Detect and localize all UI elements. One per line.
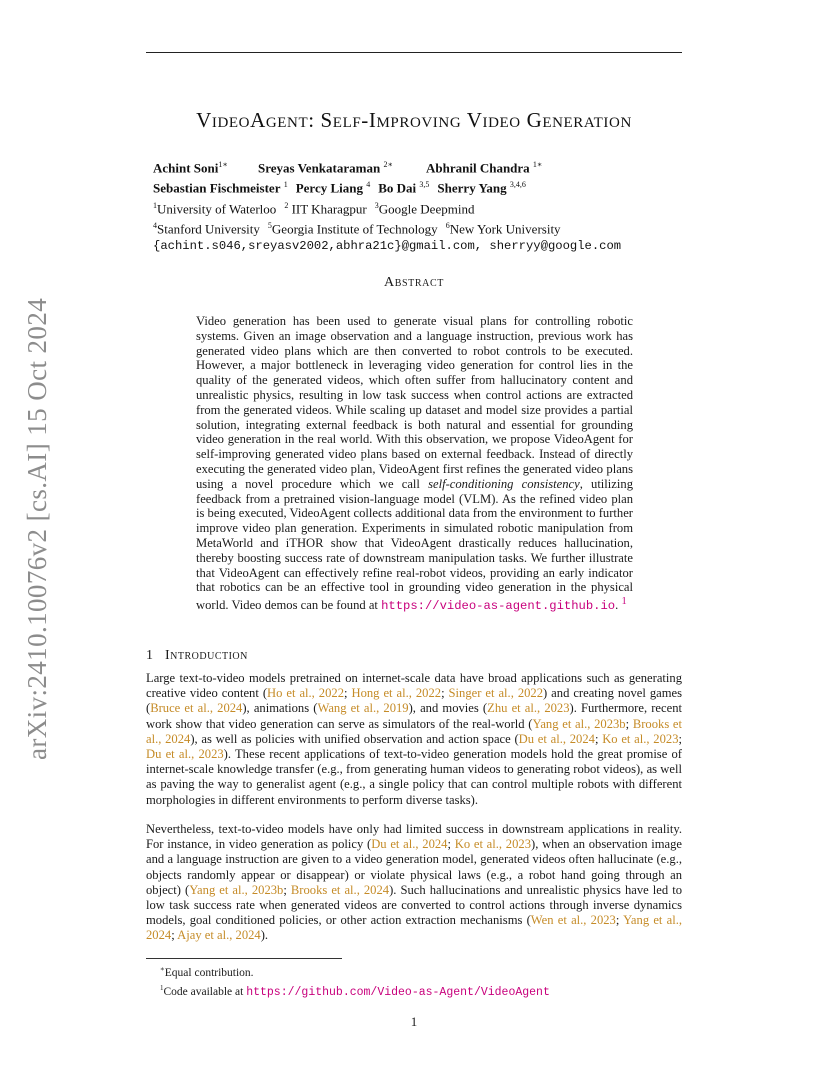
affiliation-sup: 4: [153, 220, 157, 230]
author-block: [153, 156, 621, 255]
code-link[interactable]: https://github.com/Video-as-Agent/VideoAgent: [246, 985, 550, 999]
author-sup: 3,4,6: [509, 180, 526, 190]
author-name: Achint Soni: [153, 160, 219, 176]
citation-link[interactable]: Brooks et al., 2024: [290, 882, 390, 897]
page-number: 1: [410, 1014, 418, 1029]
abstract-text: Video generation has been used to generate visual plans for controlling robotic systems. Given an image observation and a language instruction, previous work has generated video plans which are then converted to robot controls to be executed. However, a major bottleneck in leveraging video generation for control lies in the quality of the generated videos, which often suffer from hallucinatory content and unrealistic physics, resulting in low task success when control actions are extracted from the generated videos. While scaling up dataset and model size provides a partial solution, integrating external feedback is both natural and essential for grounding video generation in the real world. With this observation, we propose VideoAgent for self-improving generated video plans based on external feedback. Instead of directly executing the generated video plan, VideoAgent first refines the generated video plans using a novel procedure which we call: [196, 314, 633, 491]
author-name: Sherry Yang: [437, 180, 507, 196]
author-sup: 3,5: [419, 180, 430, 190]
arxiv-stamp-text: arXiv:2410.10076v2 [cs.AI] 15 Oct 2024: [22, 297, 52, 760]
footnote-code: $^1$Code available at https://github.com/Video-as-Agent/VideoAgent: [160, 983, 550, 999]
paper-title: VideoAgent: Self-Improving Video Generation: [196, 108, 632, 132]
affiliation-sup: 1: [153, 200, 157, 210]
citation-link[interactable]: Wen et al., 2023: [530, 913, 616, 928]
footnotes: [160, 962, 550, 1000]
author-sup: 2∗: [383, 160, 393, 169]
author-name: Bo Dai: [378, 180, 417, 196]
footnote-ref[interactable]: 1: [621, 596, 627, 608]
citation-link[interactable]: Zhu et al., 2023: [487, 701, 570, 716]
citation-link[interactable]: Wang et al., 2019: [317, 701, 409, 716]
affiliation-row-1: [153, 197, 621, 217]
citation-link[interactable]: Hong et al., 2022: [351, 686, 442, 701]
abstract-heading: Abstract: [384, 275, 444, 290]
author-sup: 4: [366, 180, 371, 190]
affiliation-sup: 6: [445, 220, 450, 230]
affiliation: New York University: [449, 221, 561, 237]
citation-link[interactable]: Singer et al., 2022: [448, 686, 544, 701]
section-title: Introduction: [165, 648, 248, 663]
section-number: 1: [146, 648, 153, 663]
citation-link[interactable]: Yang et al., 2023b: [532, 716, 626, 731]
abstract-body: [196, 314, 633, 614]
author-emails: {achint.s046,sreyasv2002,abhra21c}@gmail.com, sherryy@google.com: [153, 239, 622, 254]
affiliation: Georgia Institute of Technology: [271, 221, 438, 237]
affiliation-sup: 5: [267, 220, 272, 230]
author-name: Sebastian Fischmeister: [153, 180, 281, 196]
author-sup: 1∗: [218, 160, 228, 169]
affiliation-row-2: [153, 217, 621, 237]
abstract-text: , utilizing feedback from a pretrained vision-language model (VLM). As the refined video plan is being executed, VideoAgent collects additional data from the environment to further improve video plan generation. Experiments in simulated robotic manipulation from MetaWorld and iTHOR show that VideoAgent drastically reduces hallucination, thereby boosting success rate of downstream manipulation tasks. We further illustrate that VideoAgent can effectively refine real-robot videos, providing an early indicator that robotics can be an effective tool in grounding video generation in the physical world. Video demos can be found at: [196, 476, 633, 613]
arxiv-stamp: [20, 295, 54, 760]
affiliation: Stanford University: [157, 221, 260, 237]
author-name: Sreyas Venkataraman: [258, 160, 381, 176]
affiliation: Google Deepmind: [378, 200, 475, 216]
author-sup: 1: [283, 180, 288, 190]
intro-paragraph-1: Large text-to-video models pretrained on internet-scale data have broad applications such as generating creative video content (Ho et al., 2022; Hong et al., 2022; Singer et al., 2022) and creating novel games (Bruce et al., 2024), animations (Wang et al., 2019), and movies (Zhu et al., 2023). Furthermore, recent work show that video generation can serve as simulators of the real-world (Yang et al., 2023b; Brooks et al., 2024), as well as policies with unified observation and action space (Du et al., 2024; Ko et al., 2023; Du et al., 2023). These recent applications of text-to-video generation models hold the great promise of internet-scale knowledge transfer (e.g., from generating human videos to generating robot videos), as well as paving the way to generalist agent (e.g., a single policy that can control multiple robots with different morphologies in different environments to perform diverse tasks).: [146, 671, 683, 807]
citation-link[interactable]: Yang et al., 2024: [146, 913, 682, 943]
author-row-2: [153, 176, 621, 196]
affiliation-sup: 2: [284, 200, 289, 210]
author-sup: 1∗: [532, 160, 543, 169]
citation-link[interactable]: Ko et al., 2023: [602, 731, 679, 746]
citation-link[interactable]: Du et al., 2023: [146, 747, 224, 762]
abstract-italic: self-conditioning consistency: [428, 476, 580, 491]
author-name: Abhranil Chandra: [426, 160, 530, 176]
citation-link[interactable]: Bruce et al., 2024: [150, 701, 243, 716]
author-row-1: [153, 156, 621, 176]
footnote-rule: [146, 958, 342, 959]
citation-link[interactable]: Du et al., 2024: [371, 837, 448, 852]
citation-link[interactable]: Ho et al., 2022: [267, 686, 344, 701]
citation-link[interactable]: Yang et al., 2023b: [189, 882, 284, 897]
demo-link[interactable]: https://video-as-agent.github.io: [381, 599, 616, 614]
top-rule: [146, 52, 682, 53]
affiliation-sup: 3: [374, 200, 379, 210]
section-heading: [146, 648, 248, 664]
citation-link[interactable]: Ajay et al., 2024: [177, 928, 261, 943]
citation-link[interactable]: Brooks et al., 2024: [146, 716, 683, 746]
author-name: Percy Liang: [295, 180, 363, 196]
affiliation: IIT Kharagpur: [291, 200, 367, 216]
intro-paragraph-2: Nevertheless, text-to-video models have only had limited success in downstream applications in reality. For instance, in video generation as policy (Du et al., 2024; Ko et al., 2023), when an observation image and a language instruction are given to a video generation model, generated videos often hallucinate (e.g., objects randomly appear or disappear) or violate physical laws (e.g., a robot hand going through an object) (Yang et al., 2023b; Brooks et al., 2024). Such hallucinations and unrealistic physics have led to low task success rate when generated videos are converted to control actions through inverse dynamics models, goal conditioned policies, or other action extraction mechanisms (Wen et al., 2023; Yang et al., 2024; Ajay et al., 2024).: [146, 822, 682, 943]
citation-link[interactable]: Du et al., 2024: [518, 731, 595, 746]
citation-link[interactable]: Ko et al., 2023: [454, 837, 531, 852]
abstract-text: .: [615, 598, 619, 613]
footnote-equal-contribution: ∗Equal contribution.: [160, 965, 254, 979]
affiliation: University of Waterloo: [157, 200, 277, 216]
